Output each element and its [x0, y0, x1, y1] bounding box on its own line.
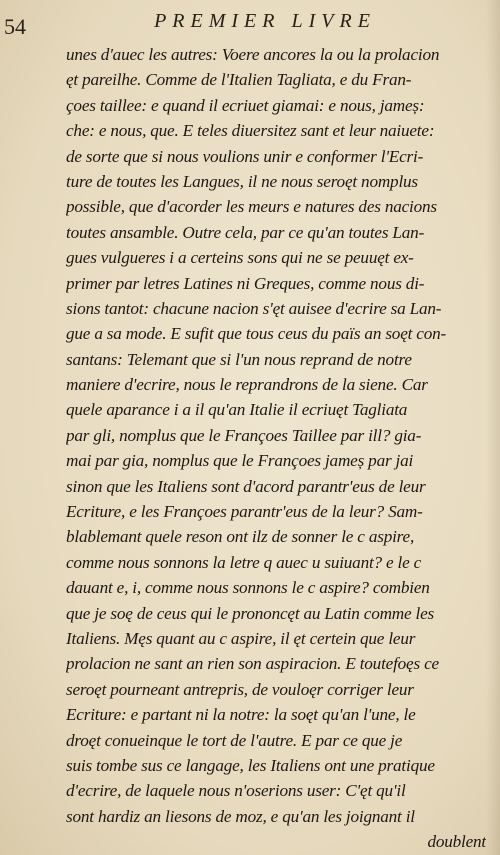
text-line: gues vulgueres i a certeins sons qui ne se peuuęt ex-	[66, 248, 414, 268]
text-line: che: e nous, que. E teles diuersitez sant et leur naiuete:	[66, 121, 435, 141]
text-line: blablemant quele reson ont ilz de sonner le c aspire,	[66, 527, 415, 547]
text-line: çoes taillee: e quand il ecriuet giamai: e nous, jameș:	[66, 95, 425, 115]
running-title: PREMIER LIVRE	[154, 10, 376, 32]
text-line: santans: Telemant que si l'un nous reprand de notre	[66, 349, 412, 369]
text-line: de sorte que si nous voulions unir e conformer l'Ecri-	[66, 146, 424, 166]
text-line: Ecriture: e partant ni la notre: la soęt qu'an l'une, le	[66, 705, 416, 725]
text-line: unes d'auec les autres: Voere ancores la ou la prolacion	[66, 45, 440, 64]
text-line: quele aparance i a il qu'an Italie il ecriuęt Tagliata	[66, 400, 408, 420]
text-line: sions tantot: chacune nacion s'ęt auisee d'ecrire sa Lan-	[66, 298, 442, 318]
text-line: droęt conueinque le tort de l'autre. E par ce que je	[66, 730, 403, 750]
text-line: suis tombe sus ce langage, les Italiens ont une pratique	[66, 755, 435, 775]
text-line: que je soę de ceus qui le prononcęt au Latin comme les	[66, 603, 435, 623]
page-number: 54	[4, 14, 26, 39]
text-line: possible, que d'acorder les meurs e natures des nacions	[66, 197, 437, 217]
text-line: ture de toutes les Langues, il ne nous seroęt nomplus	[66, 171, 418, 191]
text-line: primer par letres Latines ni Greques, comme nous di-	[66, 273, 425, 293]
text-line: d'ecrire, de laquele nous n'oserions user: C'ęt qu'il	[66, 781, 406, 801]
text-line: Ecriture, e les Françoes parantr'eus de la leur? Sam-	[66, 502, 423, 522]
text-line: maniere d'ecrire, nous le reprandrons de la siene. Car	[66, 375, 428, 395]
text-line: dauant e, i, comme nous sonnons le c aspire? combien	[66, 578, 430, 598]
page-edge-shadow	[486, 0, 500, 855]
text-line: gue a sa mode. E sufit que tous ceus du païs an soęt con-	[66, 324, 447, 344]
text-line: seroęt pourneant antrepris, de vouloęr corriger leur	[66, 679, 414, 699]
text-line: sont hardiz an liesons de moz, e qu'an les joignant il	[66, 806, 415, 826]
text-line: sinon que les Italiens sont d'acord parantr'eus de leur	[66, 476, 426, 496]
body-text	[66, 42, 486, 855]
text-line: toutes ansamble. Outre cela, par ce qu'an toutes Lan-	[66, 222, 425, 242]
text-line: comme nous sonnons la letre q auec u suiuant? e le c	[66, 552, 422, 572]
text-line: mai par gia, nomplus que le Françoes jameș par jai	[66, 451, 414, 471]
text-line: prolacion ne sant an rien son aspiracion. E toutefoęs ce	[66, 654, 439, 674]
text-line: Italiens. Męs quant au c aspire, il ęt certein que leur	[66, 628, 416, 648]
text-line: doublent	[427, 832, 486, 852]
text-line: par gli, nomplus que le Françoes Taillee par ill? gia-	[66, 425, 422, 445]
text-line: ęt pareilhe. Comme de l'Italien Tagliata, e du Fran-	[66, 70, 412, 90]
